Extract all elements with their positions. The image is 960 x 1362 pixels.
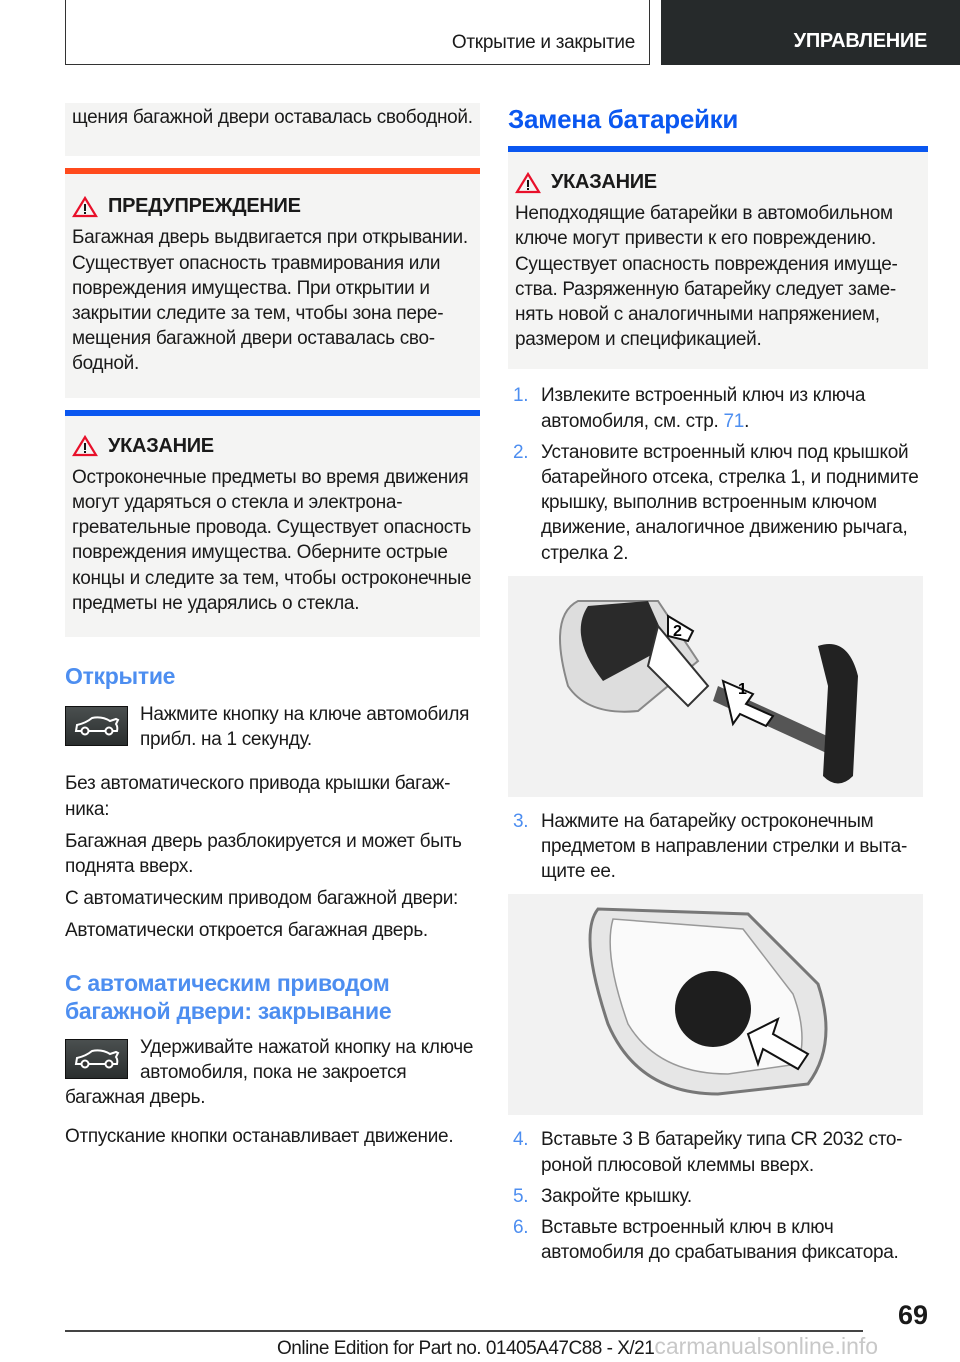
battery-illustration	[508, 894, 923, 1115]
closing-p1: Отпускание кнопки останавливает движение.	[65, 1126, 454, 1148]
continued-box	[65, 103, 480, 156]
closing-heading: С автоматическим приводом багажной двери: закрывание	[65, 969, 392, 1024]
warning-box	[65, 174, 480, 397]
step-number: 5.	[513, 1185, 529, 1207]
arrow-label-1: 1	[738, 680, 747, 698]
step-text: Нажмите на батарейку остроконечным предметом в направлении стрелки и вытащите ее.	[541, 810, 908, 883]
step-2	[508, 440, 928, 566]
opening-instruction: Нажмите кнопку на ключе автомобиля прибл. на 1 секунду.	[140, 704, 470, 751]
step-text: Установите встроенный ключ под крышкой батарейного отсека, стрелка 1, и поднимите крышку, выполнив встроенным ключом движение, аналогичное движению рычага, стрелка 2.	[541, 441, 919, 564]
step-number: 1.	[513, 385, 529, 407]
arrow-label-2: 2	[673, 622, 682, 640]
note-text: Неподходящие батарейки в автомобильном ключе могут привести к его повреждению. Существует опасность повреждения имущества. Разряженную батарейку следует заменять новой с аналогичными напряжением, размером и спецификацией.	[515, 203, 898, 351]
step-number: 2.	[513, 441, 529, 463]
warning-triangle-icon	[72, 196, 98, 218]
watermark: carmanualsonline.info	[654, 1333, 879, 1359]
step-4	[508, 1127, 928, 1177]
key-cover-illustration	[508, 576, 923, 797]
edition-text: Online Edition for Part no. 01405A47C88 - X/21	[277, 1338, 655, 1359]
page-link[interactable]: 71	[723, 410, 745, 432]
step-1	[508, 383, 928, 433]
continued-text: щения багажной двери оставалась свободной.	[72, 107, 473, 128]
step-text-end: .	[744, 410, 750, 432]
warning-triangle-icon	[515, 172, 541, 194]
step-number: 3.	[513, 810, 529, 832]
chapter-title: УПРАВЛЕНИЕ	[661, 0, 960, 65]
note-title: УКАЗАНИЕ	[108, 434, 214, 457]
warning-text: Багажная дверь выдвигается при открывании. Существует опасность травмирования или повреждения имущества. При открытии и закрытии следите за тем, чтобы зона перемещения багажной двери оставалась свободной.	[72, 227, 468, 375]
opening-p1: Без автоматического привода крышки багажника:	[65, 773, 451, 820]
step-text: Извлеките встроенный ключ из ключа автомобиля, см. стр.	[541, 385, 866, 432]
section-title: Открытие и закрытие	[451, 32, 635, 53]
step-number: 6.	[513, 1217, 529, 1239]
step-text: Вставьте встроенный ключ в ключ автомобиля до срабатывания фиксатора.	[541, 1217, 899, 1264]
step-text: Закройте крышку.	[541, 1185, 692, 1207]
trunk-button-icon	[65, 706, 128, 746]
footer-divider	[65, 1330, 863, 1332]
warning-title: ПРЕДУПРЕЖДЕНИЕ	[108, 195, 301, 218]
step-number: 4.	[513, 1129, 529, 1151]
right-column	[508, 103, 928, 1271]
page-number: 69	[897, 1300, 928, 1330]
note-box	[508, 152, 928, 369]
opening-p4: Автоматически откроется багажная дверь.	[65, 920, 428, 942]
opening-p3: С автоматическим приводом багажной двери:	[65, 888, 458, 910]
step-3	[508, 809, 928, 885]
opening-p2: Багажная дверь разблокируется и может быть поднята вверх.	[65, 830, 462, 878]
step-6	[508, 1215, 928, 1265]
note-box	[65, 416, 480, 637]
note-text: Остроконечные предметы во время движения могут ударяться о стекла и электронагревательные провода. Существует опасность повреждения имущества. Оберните острые концы и следите за тем, чтобы остроконечные предметы не ударялись о стекла.	[72, 466, 472, 614]
left-column	[65, 103, 480, 1156]
header-section-box	[65, 0, 650, 65]
battery-heading: Замена батарейки	[508, 104, 739, 134]
warning-triangle-icon	[72, 435, 98, 457]
step-5	[508, 1184, 928, 1209]
note-title: УКАЗАНИЕ	[551, 171, 657, 193]
footer	[277, 1333, 878, 1360]
closing-instruction: Удерживайте нажатой кнопку на ключе автомобиля, пока не закроется багажная дверь.	[65, 1036, 474, 1109]
step-text: Вставьте 3 В батарейку типа CR 2032 стороной плюсовой клеммы вверх.	[541, 1129, 903, 1176]
opening-heading: Открытие	[65, 663, 176, 690]
trunk-button-icon	[65, 1039, 128, 1079]
